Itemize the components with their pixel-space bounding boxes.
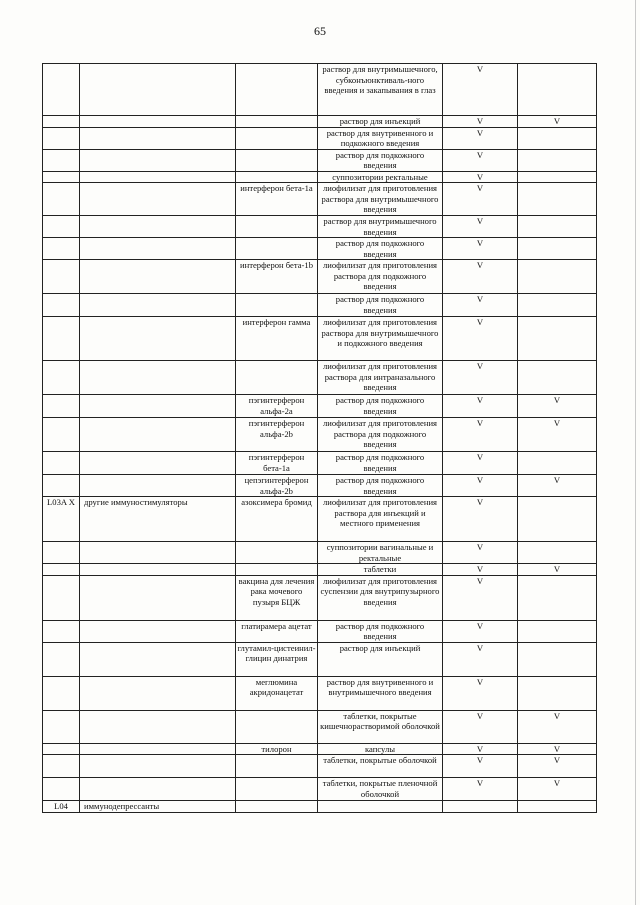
table-row (43, 778, 597, 801)
cell-drug-name: пэгинтерферон альфа-2a (236, 395, 318, 418)
cell-atc-code (43, 710, 80, 743)
cell-group (80, 260, 236, 294)
cell-dosage-form: таблетки, покрытые оболочкой (318, 755, 443, 778)
cell-dosage-form: суппозитории ректальные (318, 171, 443, 183)
table-row (43, 260, 597, 294)
cell-mark-1: V (443, 743, 518, 755)
cell-dosage-form: суппозитории вагинальные и ректальные (318, 542, 443, 564)
cell-atc-code (43, 149, 80, 171)
cell-mark-1: V (443, 317, 518, 361)
cell-mark-2: V (518, 475, 597, 497)
table-row (43, 149, 597, 171)
cell-mark-2 (518, 317, 597, 361)
cell-atc-code: L04 (43, 801, 80, 813)
cell-drug-name (236, 216, 318, 238)
table-row (43, 620, 597, 642)
cell-group (80, 149, 236, 171)
cell-atc-code (43, 216, 80, 238)
table-row (43, 183, 597, 216)
table-row (43, 710, 597, 743)
cell-atc-code (43, 620, 80, 642)
cell-mark-2: V (518, 116, 597, 128)
table-body (43, 64, 597, 813)
cell-mark-1: V (443, 452, 518, 475)
cell-mark-1: V (443, 755, 518, 778)
cell-atc-code (43, 116, 80, 128)
cell-group (80, 127, 236, 149)
cell-drug-name (236, 294, 318, 317)
cell-atc-code (43, 564, 80, 576)
cell-mark-2: V (518, 395, 597, 418)
cell-dosage-form: раствор для подкожного введения (318, 395, 443, 418)
cell-atc-code (43, 294, 80, 317)
cell-mark-2 (518, 149, 597, 171)
cell-mark-1: V (443, 778, 518, 801)
cell-mark-1: V (443, 183, 518, 216)
table-row (43, 238, 597, 260)
cell-atc-code (43, 395, 80, 418)
cell-dosage-form: лиофилизат для приготовления раствора для подкожного введения (318, 260, 443, 294)
table-row (43, 801, 597, 813)
cell-mark-2 (518, 260, 597, 294)
cell-mark-2 (518, 676, 597, 710)
cell-drug-name (236, 361, 318, 395)
cell-mark-2 (518, 620, 597, 642)
cell-mark-1: V (443, 149, 518, 171)
cell-group (80, 183, 236, 216)
cell-dosage-form: раствор для подкожного введения (318, 620, 443, 642)
cell-drug-name: глатирамера ацетат (236, 620, 318, 642)
cell-mark-2 (518, 183, 597, 216)
cell-mark-2: V (518, 755, 597, 778)
cell-drug-name: азоксимера бромид (236, 497, 318, 542)
cell-mark-2 (518, 452, 597, 475)
cell-group (80, 564, 236, 576)
cell-mark-1: V (443, 294, 518, 317)
cell-atc-code (43, 260, 80, 294)
table-row (43, 395, 597, 418)
table-row (43, 294, 597, 317)
cell-drug-name (236, 171, 318, 183)
cell-dosage-form: раствор для подкожного введения (318, 238, 443, 260)
cell-group (80, 418, 236, 452)
cell-mark-2: V (518, 564, 597, 576)
table-row (43, 564, 597, 576)
cell-atc-code (43, 171, 80, 183)
cell-atc-code (43, 64, 80, 116)
cell-group (80, 116, 236, 128)
cell-dosage-form: лиофилизат для приготовления раствора для подкожного введения (318, 418, 443, 452)
cell-drug-name: меглюмина акридонацетат (236, 676, 318, 710)
cell-drug-name (236, 755, 318, 778)
cell-drug-name: интерферон бета-1a (236, 183, 318, 216)
cell-mark-1: V (443, 395, 518, 418)
cell-dosage-form: раствор для внутримышечного, субконъюнктиваль-ного введения и закапывания в глаз (318, 64, 443, 116)
cell-drug-name: цепэгинтерферон альфа-2b (236, 475, 318, 497)
table-row (43, 497, 597, 542)
cell-dosage-form: раствор для подкожного введения (318, 294, 443, 317)
cell-dosage-form: раствор для инъекций (318, 642, 443, 676)
cell-mark-1: V (443, 710, 518, 743)
cell-group (80, 676, 236, 710)
cell-dosage-form: лиофилизат для приготовления раствора для интраназального введения (318, 361, 443, 395)
cell-mark-1: V (443, 127, 518, 149)
table-row (43, 642, 597, 676)
table-row (43, 216, 597, 238)
cell-group (80, 238, 236, 260)
cell-mark-2 (518, 127, 597, 149)
table-row (43, 743, 597, 755)
cell-mark-1: V (443, 542, 518, 564)
table-row (43, 317, 597, 361)
cell-mark-2 (518, 361, 597, 395)
cell-mark-2: V (518, 710, 597, 743)
cell-atc-code (43, 418, 80, 452)
cell-mark-2 (518, 575, 597, 620)
table-row (43, 361, 597, 395)
cell-atc-code (43, 317, 80, 361)
cell-drug-name: интерферон бета-1b (236, 260, 318, 294)
table-row (43, 171, 597, 183)
cell-mark-1: V (443, 575, 518, 620)
table-row (43, 542, 597, 564)
cell-drug-name (236, 542, 318, 564)
cell-atc-code (43, 542, 80, 564)
cell-mark-1: V (443, 64, 518, 116)
cell-mark-1: V (443, 676, 518, 710)
cell-dosage-form: капсулы (318, 743, 443, 755)
cell-group (80, 710, 236, 743)
cell-dosage-form: раствор для подкожного введения (318, 452, 443, 475)
page-number: 65 (314, 24, 326, 38)
cell-mark-2 (518, 497, 597, 542)
cell-drug-name (236, 116, 318, 128)
cell-mark-1: V (443, 642, 518, 676)
cell-group: иммунодепрессанты (80, 801, 236, 813)
cell-drug-name (236, 778, 318, 801)
cell-dosage-form: раствор для внутримышечного введения (318, 216, 443, 238)
cell-mark-1: V (443, 260, 518, 294)
cell-mark-2: V (518, 418, 597, 452)
cell-mark-2 (518, 171, 597, 183)
cell-dosage-form: лиофилизат для приготовления раствора для инъекций и местного применения (318, 497, 443, 542)
table-row (43, 475, 597, 497)
cell-atc-code (43, 361, 80, 395)
cell-dosage-form: лиофилизат для приготовления раствора для внутримышечного введения (318, 183, 443, 216)
cell-drug-name: пэгинтерферон бета-1a (236, 452, 318, 475)
cell-dosage-form: таблетки (318, 564, 443, 576)
cell-drug-name: пэгинтерферон альфа-2b (236, 418, 318, 452)
cell-drug-name (236, 64, 318, 116)
cell-atc-code (43, 575, 80, 620)
cell-atc-code: L03A X (43, 497, 80, 542)
cell-mark-1: V (443, 238, 518, 260)
cell-atc-code (43, 452, 80, 475)
cell-group (80, 642, 236, 676)
cell-atc-code (43, 642, 80, 676)
table-row (43, 755, 597, 778)
cell-group (80, 361, 236, 395)
cell-dosage-form: раствор для подкожного введения (318, 475, 443, 497)
cell-atc-code (43, 755, 80, 778)
table-row (43, 418, 597, 452)
cell-atc-code (43, 778, 80, 801)
cell-group (80, 575, 236, 620)
cell-mark-2 (518, 64, 597, 116)
cell-mark-2 (518, 542, 597, 564)
cell-group (80, 216, 236, 238)
cell-dosage-form: таблетки, покрытые кишечнорастворимой оболочкой (318, 710, 443, 743)
cell-atc-code (43, 127, 80, 149)
cell-group (80, 743, 236, 755)
cell-group (80, 542, 236, 564)
cell-dosage-form: лиофилизат для приготовления суспензии для внутрипузырного введения (318, 575, 443, 620)
table-row (43, 116, 597, 128)
scan-edge (635, 0, 636, 905)
cell-mark-2 (518, 642, 597, 676)
cell-atc-code (43, 475, 80, 497)
table-row (43, 676, 597, 710)
cell-mark-2 (518, 294, 597, 317)
cell-group (80, 171, 236, 183)
cell-group (80, 755, 236, 778)
cell-atc-code (43, 743, 80, 755)
cell-mark-1: V (443, 216, 518, 238)
cell-dosage-form: таблетки, покрытые пленочной оболочкой (318, 778, 443, 801)
cell-dosage-form: раствор для подкожного введения (318, 149, 443, 171)
cell-drug-name (236, 710, 318, 743)
cell-drug-name (236, 238, 318, 260)
cell-group (80, 294, 236, 317)
table-row (43, 64, 597, 116)
cell-mark-1: V (443, 171, 518, 183)
cell-mark-1: V (443, 620, 518, 642)
cell-mark-2 (518, 238, 597, 260)
table-row (43, 127, 597, 149)
cell-mark-1: V (443, 564, 518, 576)
cell-dosage-form: раствор для внутривенного и внутримышечного введения (318, 676, 443, 710)
cell-drug-name: интерферон гамма (236, 317, 318, 361)
cell-dosage-form: лиофилизат для приготовления раствора для внутримышечного и подкожного введения (318, 317, 443, 361)
cell-mark-2 (518, 216, 597, 238)
cell-drug-name (236, 127, 318, 149)
cell-mark-2: V (518, 743, 597, 755)
cell-group (80, 620, 236, 642)
cell-drug-name: тилорон (236, 743, 318, 755)
cell-atc-code (43, 238, 80, 260)
cell-mark-1: V (443, 361, 518, 395)
table-row (43, 575, 597, 620)
cell-atc-code (43, 183, 80, 216)
cell-dosage-form: раствор для внутривенного и подкожного введения (318, 127, 443, 149)
cell-group (80, 452, 236, 475)
cell-group (80, 317, 236, 361)
cell-group: другие иммуностимуляторы (80, 497, 236, 542)
cell-mark-1: V (443, 497, 518, 542)
cell-drug-name (236, 801, 318, 813)
drug-table (42, 63, 597, 813)
cell-group (80, 778, 236, 801)
cell-mark-1 (443, 801, 518, 813)
cell-dosage-form: раствор для инъекций (318, 116, 443, 128)
cell-mark-1: V (443, 475, 518, 497)
cell-mark-2 (518, 801, 597, 813)
cell-dosage-form (318, 801, 443, 813)
cell-drug-name: глутамил-цистеинил-глицин динатрия (236, 642, 318, 676)
cell-mark-1: V (443, 418, 518, 452)
cell-mark-1: V (443, 116, 518, 128)
cell-mark-2: V (518, 778, 597, 801)
cell-group (80, 475, 236, 497)
cell-group (80, 64, 236, 116)
table-row (43, 452, 597, 475)
cell-atc-code (43, 676, 80, 710)
cell-drug-name: вакцина для лечения рака мочевого пузыря БЦЖ (236, 575, 318, 620)
cell-drug-name (236, 149, 318, 171)
cell-group (80, 395, 236, 418)
cell-drug-name (236, 564, 318, 576)
